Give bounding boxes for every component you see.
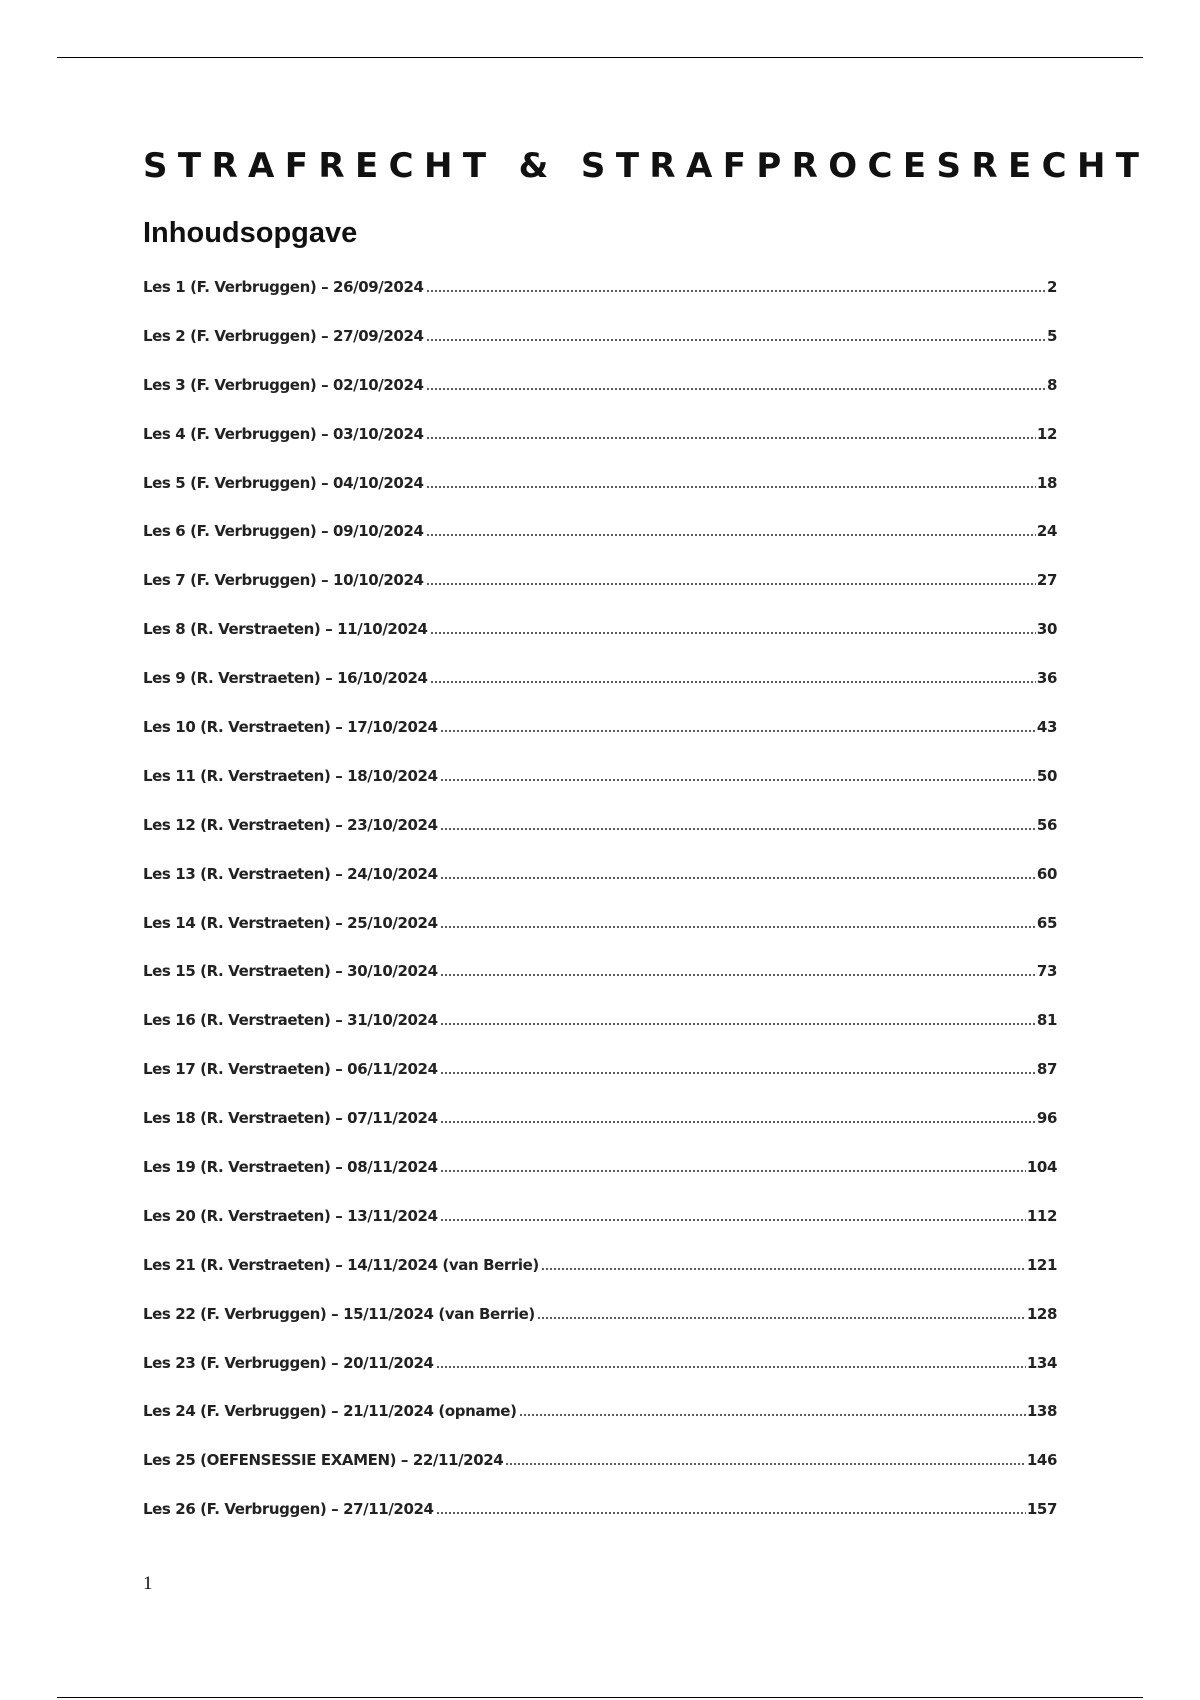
toc-entry[interactable] [143,376,1057,425]
toc-dot-leader [430,632,1036,634]
toc-entry[interactable] [143,1451,1057,1500]
toc-dot-leader [426,437,1036,439]
toc-entry-page: 27 [1036,571,1057,590]
toc-dot-leader [440,974,1036,976]
toc-entry[interactable] [143,425,1057,474]
toc-dot-leader [440,877,1036,879]
toc-entry-label: Les 13 (R. Verstraeten) – 24/10/2024 [143,864,438,883]
toc-entry-label: Les 2 (F. Verbruggen) – 27/09/2024 [143,326,424,345]
toc-entry[interactable] [143,1109,1057,1158]
toc-entry[interactable] [143,669,1057,718]
toc-entry-label: Les 25 (OEFENSESSIE EXAMEN) – 22/11/2024 [143,1451,504,1470]
toc-dot-leader [440,1170,1026,1172]
toc-entry[interactable] [143,1354,1057,1403]
toc-entry-page: 146 [1026,1451,1057,1470]
page-number: 1 [143,1573,153,1594]
toc-entry-page: 2 [1046,278,1057,296]
toc-entry[interactable] [143,278,1057,327]
toc-entry-page: 18 [1036,473,1057,492]
toc-entry-label: Les 16 (R. Verstraeten) – 31/10/2024 [143,1011,438,1030]
toc-dot-leader [440,1219,1026,1221]
toc-dot-leader [440,1023,1036,1025]
toc-entry-page: 65 [1036,913,1057,932]
toc-entry-page: 157 [1026,1500,1057,1519]
toc-entry-page: 104 [1026,1158,1057,1177]
toc-entry-label: Les 12 (R. Verstraeten) – 23/10/2024 [143,815,438,834]
footer-rule [57,1697,1143,1698]
toc-dot-leader [436,1366,1026,1368]
toc-entry-label: Les 4 (F. Verbruggen) – 03/10/2024 [143,424,424,443]
toc-entry-label: Les 17 (R. Verstraeten) – 06/11/2024 [143,1060,438,1079]
toc-entry[interactable] [143,1011,1057,1060]
toc-entry[interactable] [143,522,1057,571]
toc-entry[interactable] [143,327,1057,376]
toc-entry[interactable] [143,718,1057,767]
toc-entry-label: Les 21 (R. Verstraeten) – 14/11/2024 (van Berrie) [143,1255,539,1274]
toc-entry-label: Les 9 (R. Verstraeten) – 16/10/2024 [143,669,428,688]
toc-dot-leader [426,534,1036,536]
toc-entry[interactable] [143,620,1057,669]
toc-entry-page: 81 [1036,1011,1057,1030]
toc-entry-label: Les 1 (F. Verbruggen) – 26/09/2024 [143,278,424,296]
toc-entry-label: Les 7 (F. Verbruggen) – 10/10/2024 [143,571,424,590]
toc-entry-label: Les 20 (R. Verstraeten) – 13/11/2024 [143,1206,438,1225]
toc-entry[interactable] [143,914,1057,963]
toc-dot-leader [505,1463,1026,1465]
toc-entry[interactable] [143,1256,1057,1305]
toc-entry[interactable] [143,1207,1057,1256]
toc-entry[interactable] [143,767,1057,816]
toc-entry-page: 24 [1036,522,1057,541]
toc-entry-page: 36 [1036,669,1057,688]
toc-entry-label: Les 26 (F. Verbruggen) – 27/11/2024 [143,1500,434,1519]
table-of-contents [143,278,1057,1549]
toc-entry-page: 112 [1026,1206,1057,1225]
header-rule [57,57,1143,58]
toc-dot-leader [440,926,1036,928]
toc-entry-label: Les 8 (R. Verstraeten) – 11/10/2024 [143,620,428,639]
toc-dot-leader [436,1512,1026,1514]
toc-entry[interactable] [143,1158,1057,1207]
toc-entry-page: 30 [1036,620,1057,639]
toc-entry-page: 121 [1026,1255,1057,1274]
toc-dot-leader [426,486,1036,488]
toc-entry-label: Les 14 (R. Verstraeten) – 25/10/2024 [143,913,438,932]
toc-entry-label: Les 24 (F. Verbruggen) – 21/11/2024 (opname) [143,1402,517,1421]
toc-entry-page: 96 [1036,1109,1057,1128]
toc-dot-leader [426,583,1036,585]
toc-entry[interactable] [143,474,1057,523]
toc-dot-leader [440,1072,1036,1074]
toc-entry-label: Les 6 (F. Verbruggen) – 09/10/2024 [143,522,424,541]
toc-dot-leader [426,290,1046,292]
toc-entry-page: 12 [1036,424,1057,443]
toc-heading: Inhoudsopgave [143,217,358,249]
toc-entry[interactable] [143,1305,1057,1354]
toc-dot-leader [440,828,1036,830]
toc-entry-page: 50 [1036,766,1057,785]
toc-dot-leader [440,779,1036,781]
toc-entry[interactable] [143,1060,1057,1109]
toc-entry-page: 5 [1046,326,1057,345]
toc-entry[interactable] [143,962,1057,1011]
toc-dot-leader [519,1414,1026,1416]
toc-entry-label: Les 10 (R. Verstraeten) – 17/10/2024 [143,718,438,737]
toc-dot-leader [440,730,1036,732]
toc-entry-page: 87 [1036,1060,1057,1079]
toc-dot-leader [430,681,1036,683]
toc-entry[interactable] [143,865,1057,914]
toc-entry-label: Les 23 (F. Verbruggen) – 20/11/2024 [143,1353,434,1372]
toc-entry[interactable] [143,1500,1057,1549]
toc-entry-page: 56 [1036,815,1057,834]
toc-dot-leader [440,1121,1036,1123]
toc-entry[interactable] [143,816,1057,865]
toc-entry[interactable] [143,571,1057,620]
document-title: STRAFRECHT & STRAFPROCESRECHT [143,146,1150,186]
toc-entry-label: Les 3 (F. Verbruggen) – 02/10/2024 [143,375,424,394]
toc-entry-page: 43 [1036,718,1057,737]
toc-entry-label: Les 19 (R. Verstraeten) – 08/11/2024 [143,1158,438,1177]
toc-entry-page: 73 [1036,962,1057,981]
toc-entry-page: 60 [1036,864,1057,883]
toc-entry-page: 128 [1026,1304,1057,1323]
toc-dot-leader [537,1317,1026,1319]
toc-entry-page: 134 [1026,1353,1057,1372]
toc-entry-label: Les 11 (R. Verstraeten) – 18/10/2024 [143,766,438,785]
toc-entry-label: Les 15 (R. Verstraeten) – 30/10/2024 [143,962,438,981]
toc-entry-label: Les 5 (F. Verbruggen) – 04/10/2024 [143,473,424,492]
toc-dot-leader [426,339,1046,341]
toc-entry-label: Les 18 (R. Verstraeten) – 07/11/2024 [143,1109,438,1128]
toc-dot-leader [426,388,1046,390]
toc-dot-leader [541,1268,1026,1270]
toc-entry[interactable] [143,1402,1057,1451]
toc-entry-page: 138 [1026,1402,1057,1421]
toc-entry-label: Les 22 (F. Verbruggen) – 15/11/2024 (van Berrie) [143,1304,535,1323]
toc-entry-page: 8 [1046,375,1057,394]
